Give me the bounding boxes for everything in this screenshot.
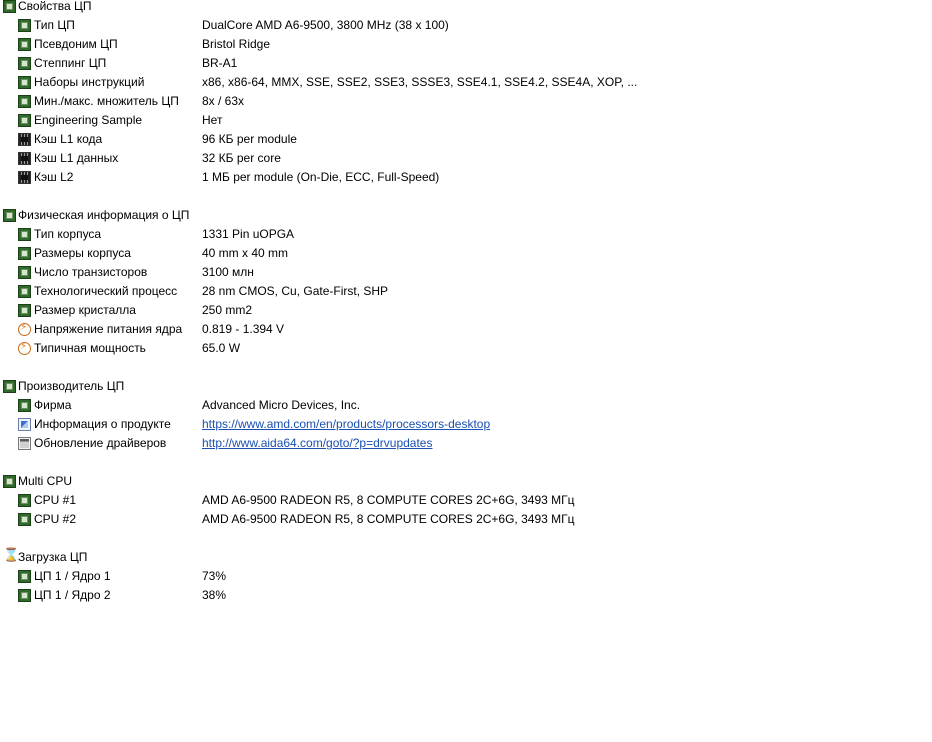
power-icon <box>18 323 31 336</box>
property-value: 32 КБ per core <box>202 151 281 165</box>
property-row[interactable] <box>0 510 932 529</box>
property-value: x86, x86-64, MMX, SSE, SSE2, SSE3, SSSE3, SSE4.1, SSE4.2, SSE4A, XOP, ... <box>202 75 638 89</box>
section-cpu-load[interactable] <box>0 548 932 567</box>
property-value: 96 КБ per module <box>202 132 297 146</box>
cpu-chip-icon <box>18 399 31 412</box>
property-value: 73% <box>202 569 227 583</box>
property-row[interactable] <box>0 111 932 130</box>
cpu-chip-icon <box>3 209 16 222</box>
property-value: 3100 млн <box>202 265 254 279</box>
update-icon <box>18 437 31 450</box>
section-manufacturer[interactable] <box>0 377 932 396</box>
property-row[interactable] <box>0 35 932 54</box>
property-row[interactable] <box>0 415 932 434</box>
property-value: Advanced Micro Devices, Inc. <box>202 398 361 412</box>
property-row[interactable] <box>0 491 932 510</box>
property-value: AMD A6-9500 RADEON R5, 8 COMPUTE CORES 2C+6G, 3493 МГц <box>202 493 575 507</box>
property-label: Технологический процесс <box>34 284 178 298</box>
property-label: Мин./макс. множитель ЦП <box>34 94 179 108</box>
property-row[interactable] <box>0 301 932 320</box>
cpu-chip-icon <box>18 76 31 89</box>
property-label: Степпинг ЦП <box>34 56 107 70</box>
property-label: Фирма <box>34 398 72 412</box>
property-value: 0.819 - 1.394 V <box>202 322 285 336</box>
property-label: Обновление драйверов <box>34 436 167 450</box>
property-value: Bristol Ridge <box>202 37 271 51</box>
property-row[interactable] <box>0 73 932 92</box>
section-title: Свойства ЦП <box>18 0 92 13</box>
section-cpu-properties[interactable] <box>0 0 932 16</box>
product-info-link[interactable]: https://www.amd.com/en/products/processors-desktop <box>202 417 491 431</box>
cpu-chip-icon <box>18 38 31 51</box>
property-value: 8x / 63x <box>202 94 245 108</box>
property-label: Напряжение питания ядра <box>34 322 183 336</box>
memory-chip-icon <box>18 171 31 184</box>
cpu-chip-icon <box>18 589 31 602</box>
cpu-chip-icon <box>3 0 16 13</box>
property-label: Размеры корпуса <box>34 246 131 260</box>
property-row[interactable] <box>0 92 932 111</box>
property-label: Размер кристалла <box>34 303 136 317</box>
cpu-chip-icon <box>18 513 31 526</box>
cpu-chip-icon <box>18 494 31 507</box>
property-row[interactable] <box>0 244 932 263</box>
property-label: CPU #2 <box>34 512 77 526</box>
property-row[interactable] <box>0 225 932 244</box>
memory-chip-icon <box>18 133 31 146</box>
property-row[interactable] <box>0 54 932 73</box>
property-row[interactable] <box>0 339 932 358</box>
cpu-chip-icon <box>18 304 31 317</box>
hourglass-icon <box>3 551 16 564</box>
cpu-chip-icon <box>18 570 31 583</box>
property-label: Типичная мощность <box>34 341 146 355</box>
property-label: Engineering Sample <box>34 113 143 127</box>
property-row[interactable] <box>0 320 932 339</box>
property-label: Тип корпуса <box>34 227 102 241</box>
property-value: AMD A6-9500 RADEON R5, 8 COMPUTE CORES 2C+6G, 3493 МГц <box>202 512 575 526</box>
cpu-chip-icon <box>18 114 31 127</box>
property-row[interactable] <box>0 567 932 586</box>
section-title: Multi CPU <box>18 474 73 488</box>
section-title: Загрузка ЦП <box>18 550 88 564</box>
cpu-chip-icon <box>18 285 31 298</box>
property-value: 40 mm x 40 mm <box>202 246 289 260</box>
property-value: 250 mm2 <box>202 303 253 317</box>
property-value: 28 nm CMOS, Cu, Gate-First, SHP <box>202 284 389 298</box>
cpu-chip-icon <box>18 247 31 260</box>
property-value: 65.0 W <box>202 341 241 355</box>
property-label: Тип ЦП <box>34 18 75 32</box>
property-row[interactable] <box>0 16 932 35</box>
property-label: Кэш L1 кода <box>34 132 103 146</box>
property-row[interactable] <box>0 586 932 605</box>
property-label: Псевдоним ЦП <box>34 37 118 51</box>
power-icon <box>18 342 31 355</box>
property-row[interactable] <box>0 149 932 168</box>
property-value: DualCore AMD A6-9500, 3800 MHz (38 x 100) <box>202 18 449 32</box>
section-title: Физическая информация о ЦП <box>18 208 190 222</box>
property-label: Число транзисторов <box>34 265 148 279</box>
property-value: 38% <box>202 588 227 602</box>
property-row[interactable] <box>0 130 932 149</box>
cpu-chip-icon <box>18 57 31 70</box>
cpu-chip-icon <box>18 95 31 108</box>
section-physical-info[interactable] <box>0 206 932 225</box>
section-title: Производитель ЦП <box>18 379 125 393</box>
memory-chip-icon <box>18 152 31 165</box>
property-label: CPU #1 <box>34 493 77 507</box>
cpu-chip-icon <box>3 380 16 393</box>
cpu-chip-icon <box>3 475 16 488</box>
property-row[interactable] <box>0 396 932 415</box>
info-page-icon <box>18 418 31 431</box>
cpu-chip-icon <box>18 19 31 32</box>
property-label: Наборы инструкций <box>34 75 145 89</box>
property-label: Кэш L1 данных <box>34 151 119 165</box>
property-row[interactable] <box>0 168 932 187</box>
section-multi-cpu[interactable] <box>0 472 932 491</box>
property-value: Нет <box>202 113 223 127</box>
cpu-chip-icon <box>18 228 31 241</box>
driver-update-link[interactable]: http://www.aida64.com/goto/?p=drvupdates <box>202 436 433 450</box>
property-value: BR-A1 <box>202 56 238 70</box>
property-value: 1331 Pin uOPGA <box>202 227 295 241</box>
property-label: Информация о продукте <box>34 417 171 431</box>
property-row[interactable] <box>0 434 932 453</box>
property-label: ЦП 1 / Ядро 2 <box>34 588 111 602</box>
property-row[interactable] <box>0 282 932 301</box>
property-label: ЦП 1 / Ядро 1 <box>34 569 111 583</box>
property-value: 1 МБ per module (On-Die, ECC, Full-Speed) <box>202 170 440 184</box>
cpu-chip-icon <box>18 266 31 279</box>
property-row[interactable] <box>0 263 932 282</box>
property-label: Кэш L2 <box>34 170 74 184</box>
